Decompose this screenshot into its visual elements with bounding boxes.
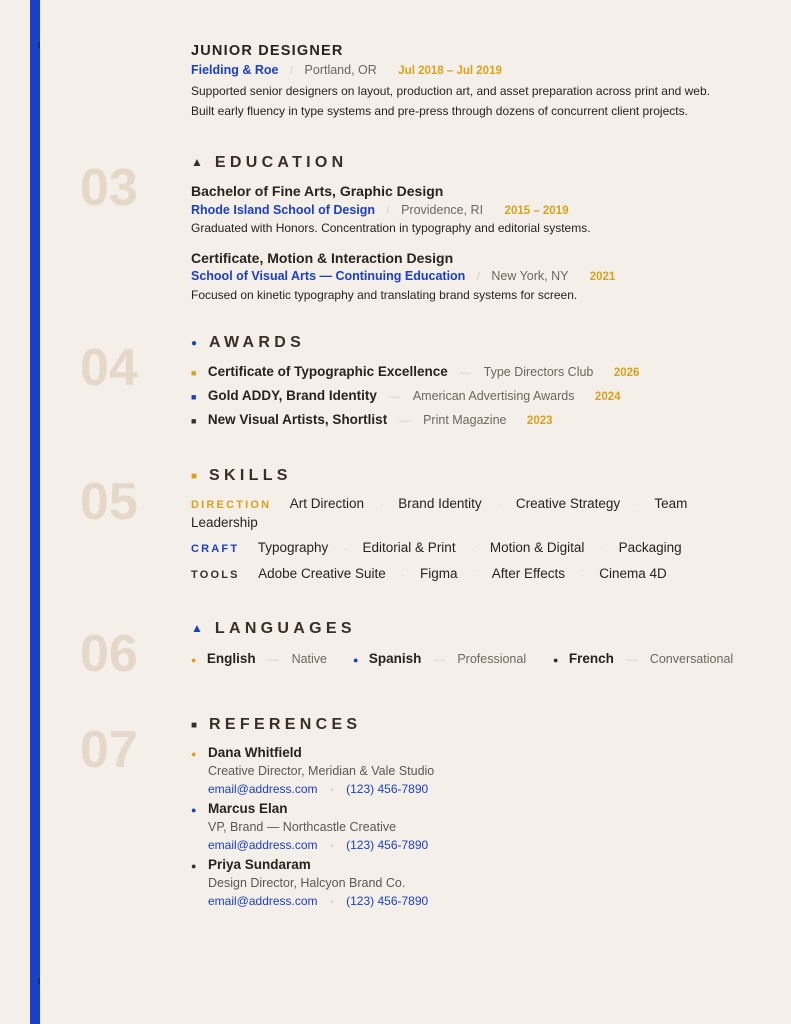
skill-row — [191, 495, 687, 513]
skill-tag: Art Direction — [289, 496, 365, 511]
separator: / — [289, 65, 294, 77]
dot-bullet-icon: ● — [553, 655, 559, 665]
award-title: Gold ADDY, Brand Identity — [207, 388, 377, 403]
award-issuer: Type Directors Club — [483, 365, 594, 379]
skill-category-label: CRAFT — [191, 543, 240, 555]
triangle-icon: ▲ — [191, 155, 203, 169]
skill-tag: Cinema 4D — [599, 566, 667, 581]
skill-row — [191, 539, 682, 557]
skill-tag: After Effects — [491, 566, 566, 581]
separator: — — [268, 654, 280, 666]
job-description-line: Supported senior designers on layout, production art, and asset preparation across print and web. — [191, 84, 710, 98]
section-heading-label: REFERENCES — [209, 716, 362, 733]
square-bullet-icon: ■ — [191, 368, 197, 378]
skill-tag: Adobe Creative Suite — [258, 566, 386, 581]
separator: · — [471, 544, 475, 555]
section-heading-references — [191, 716, 361, 734]
reference-role: VP, Brand — Northcastle Creative — [208, 820, 397, 834]
reference-contact — [208, 892, 428, 910]
education-meta — [191, 269, 615, 283]
separator: — — [389, 391, 401, 403]
square-icon: ■ — [191, 471, 198, 482]
skill-tag: Figma — [419, 566, 458, 581]
separator: — — [433, 654, 445, 666]
reference-contact — [208, 780, 428, 798]
language-item — [191, 650, 327, 668]
bar-notch — [38, 42, 40, 48]
section-heading-label: AWARDS — [209, 334, 306, 351]
section-heading-skills — [191, 467, 292, 485]
skill-tag-wrapped: Leadership — [191, 515, 258, 530]
reference-role: Creative Director, Meridian & Vale Studio — [208, 764, 435, 778]
reference-phone[interactable]: (123) 456-7890 — [346, 838, 429, 852]
separator: · — [497, 500, 501, 511]
education-meta — [191, 203, 569, 217]
language-name: English — [206, 651, 256, 666]
skill-tag: Creative Strategy — [515, 496, 621, 511]
education-description: Graduated with Honors. Concentration in typography and editorial systems. — [191, 221, 591, 235]
company-name: Fielding & Roe — [191, 63, 279, 77]
section-heading-awards — [191, 334, 305, 352]
section-number: 04 — [80, 339, 138, 397]
section-number: 06 — [80, 625, 138, 683]
skill-tag: Editorial & Print — [362, 540, 456, 555]
separator: · — [635, 500, 639, 511]
award-title: Certificate of Typographic Excellence — [207, 364, 448, 379]
separator: · — [343, 544, 348, 555]
education-dates: 2015 – 2019 — [504, 205, 569, 217]
degree-title: Certificate, Motion & Interaction Design — [191, 250, 454, 266]
section-number: 03 — [80, 159, 138, 217]
job-meta — [191, 63, 502, 77]
award-item — [191, 363, 639, 381]
award-item — [191, 411, 553, 429]
language-level: Conversational — [649, 652, 734, 666]
separator: / — [476, 271, 480, 283]
skill-row — [191, 565, 667, 583]
square-icon: ■ — [191, 720, 198, 731]
reference-email[interactable]: email@address.com — [208, 894, 318, 908]
separator: · — [330, 840, 334, 852]
dot-bullet-icon: ● — [191, 749, 197, 759]
separator: · — [330, 784, 334, 796]
separator: · — [472, 570, 477, 581]
separator: · — [330, 896, 334, 908]
award-issuer: Print Magazine — [423, 413, 507, 427]
separator: · — [401, 570, 405, 581]
language-name: French — [568, 651, 614, 666]
dot-bullet-icon: ● — [353, 655, 359, 665]
reference-name: Priya Sundaram — [208, 857, 311, 872]
separator: · — [580, 570, 584, 581]
section-heading-languages — [191, 620, 356, 638]
education-description: Focused on kinetic typography and translating brand systems for screen. — [191, 288, 578, 302]
school-name: School of Visual Arts — Continuing Education — [191, 269, 466, 283]
award-issuer: American Advertising Awards — [412, 389, 575, 403]
skill-tag: Team — [654, 496, 688, 511]
dot-bullet-icon: ● — [191, 861, 197, 871]
section-number: 05 — [80, 473, 138, 531]
language-level: Professional — [457, 652, 527, 666]
separator: — — [460, 367, 472, 379]
skill-category-label: DIRECTION — [191, 499, 272, 511]
skill-tag: Brand Identity — [398, 496, 482, 511]
school-name: Rhode Island School of Design — [191, 203, 376, 217]
skill-tag: Motion & Digital — [489, 540, 585, 555]
separator: — — [626, 654, 638, 666]
language-level: Native — [291, 652, 327, 666]
job-description-line: Built early fluency in type systems and pre-press through dozens of concurrent client projects. — [191, 104, 688, 118]
section-heading-label: EDUCATION — [214, 154, 348, 171]
reference-name: Marcus Elan — [208, 801, 288, 816]
triangle-icon: ▲ — [191, 621, 203, 635]
section-heading-label: SKILLS — [209, 467, 292, 484]
education-dates: 2021 — [589, 271, 616, 283]
award-title: New Visual Artists, Shortlist — [207, 412, 388, 427]
dot-bullet-icon: ● — [191, 655, 197, 665]
school-location: Providence, RI — [401, 203, 484, 217]
language-item — [353, 650, 526, 668]
reference-email[interactable]: email@address.com — [208, 838, 318, 852]
section-heading-education — [191, 154, 348, 172]
job-title: JUNIOR DESIGNER — [191, 43, 344, 59]
reference-email[interactable]: email@address.com — [208, 782, 318, 796]
reference-contact — [208, 836, 428, 854]
language-item — [553, 650, 733, 668]
section-heading-label: LANGUAGES — [214, 620, 356, 637]
separator: · — [379, 500, 383, 511]
award-year: 2026 — [613, 367, 640, 379]
separator: · — [599, 544, 604, 555]
skill-tag: Typography — [257, 540, 329, 555]
bar-notch — [38, 978, 40, 984]
reference-phone[interactable]: (123) 456-7890 — [346, 782, 429, 796]
degree-title: Bachelor of Fine Arts, Graphic Design — [191, 183, 444, 199]
school-location: New York, NY — [491, 269, 569, 283]
separator: / — [386, 205, 390, 217]
award-year: 2023 — [526, 415, 553, 427]
language-name: Spanish — [368, 651, 422, 666]
award-year: 2024 — [594, 391, 621, 403]
skill-category-label: TOOLS — [191, 569, 240, 581]
skill-tag: Packaging — [618, 540, 682, 555]
square-bullet-icon: ■ — [191, 392, 197, 402]
job-dates: Jul 2018 – Jul 2019 — [398, 65, 502, 77]
square-bullet-icon: ■ — [191, 416, 197, 426]
accent-sidebar-bar — [30, 0, 40, 1024]
job-location: Portland, OR — [304, 63, 377, 77]
section-number: 07 — [80, 721, 138, 779]
reference-name: Dana Whitfield — [208, 745, 302, 760]
separator: — — [399, 415, 411, 427]
circle-icon: ● — [191, 338, 198, 349]
reference-phone[interactable]: (123) 456-7890 — [346, 894, 429, 908]
award-item — [191, 387, 621, 405]
reference-role: Design Director, Halcyon Brand Co. — [208, 876, 406, 890]
dot-bullet-icon: ● — [191, 805, 197, 815]
